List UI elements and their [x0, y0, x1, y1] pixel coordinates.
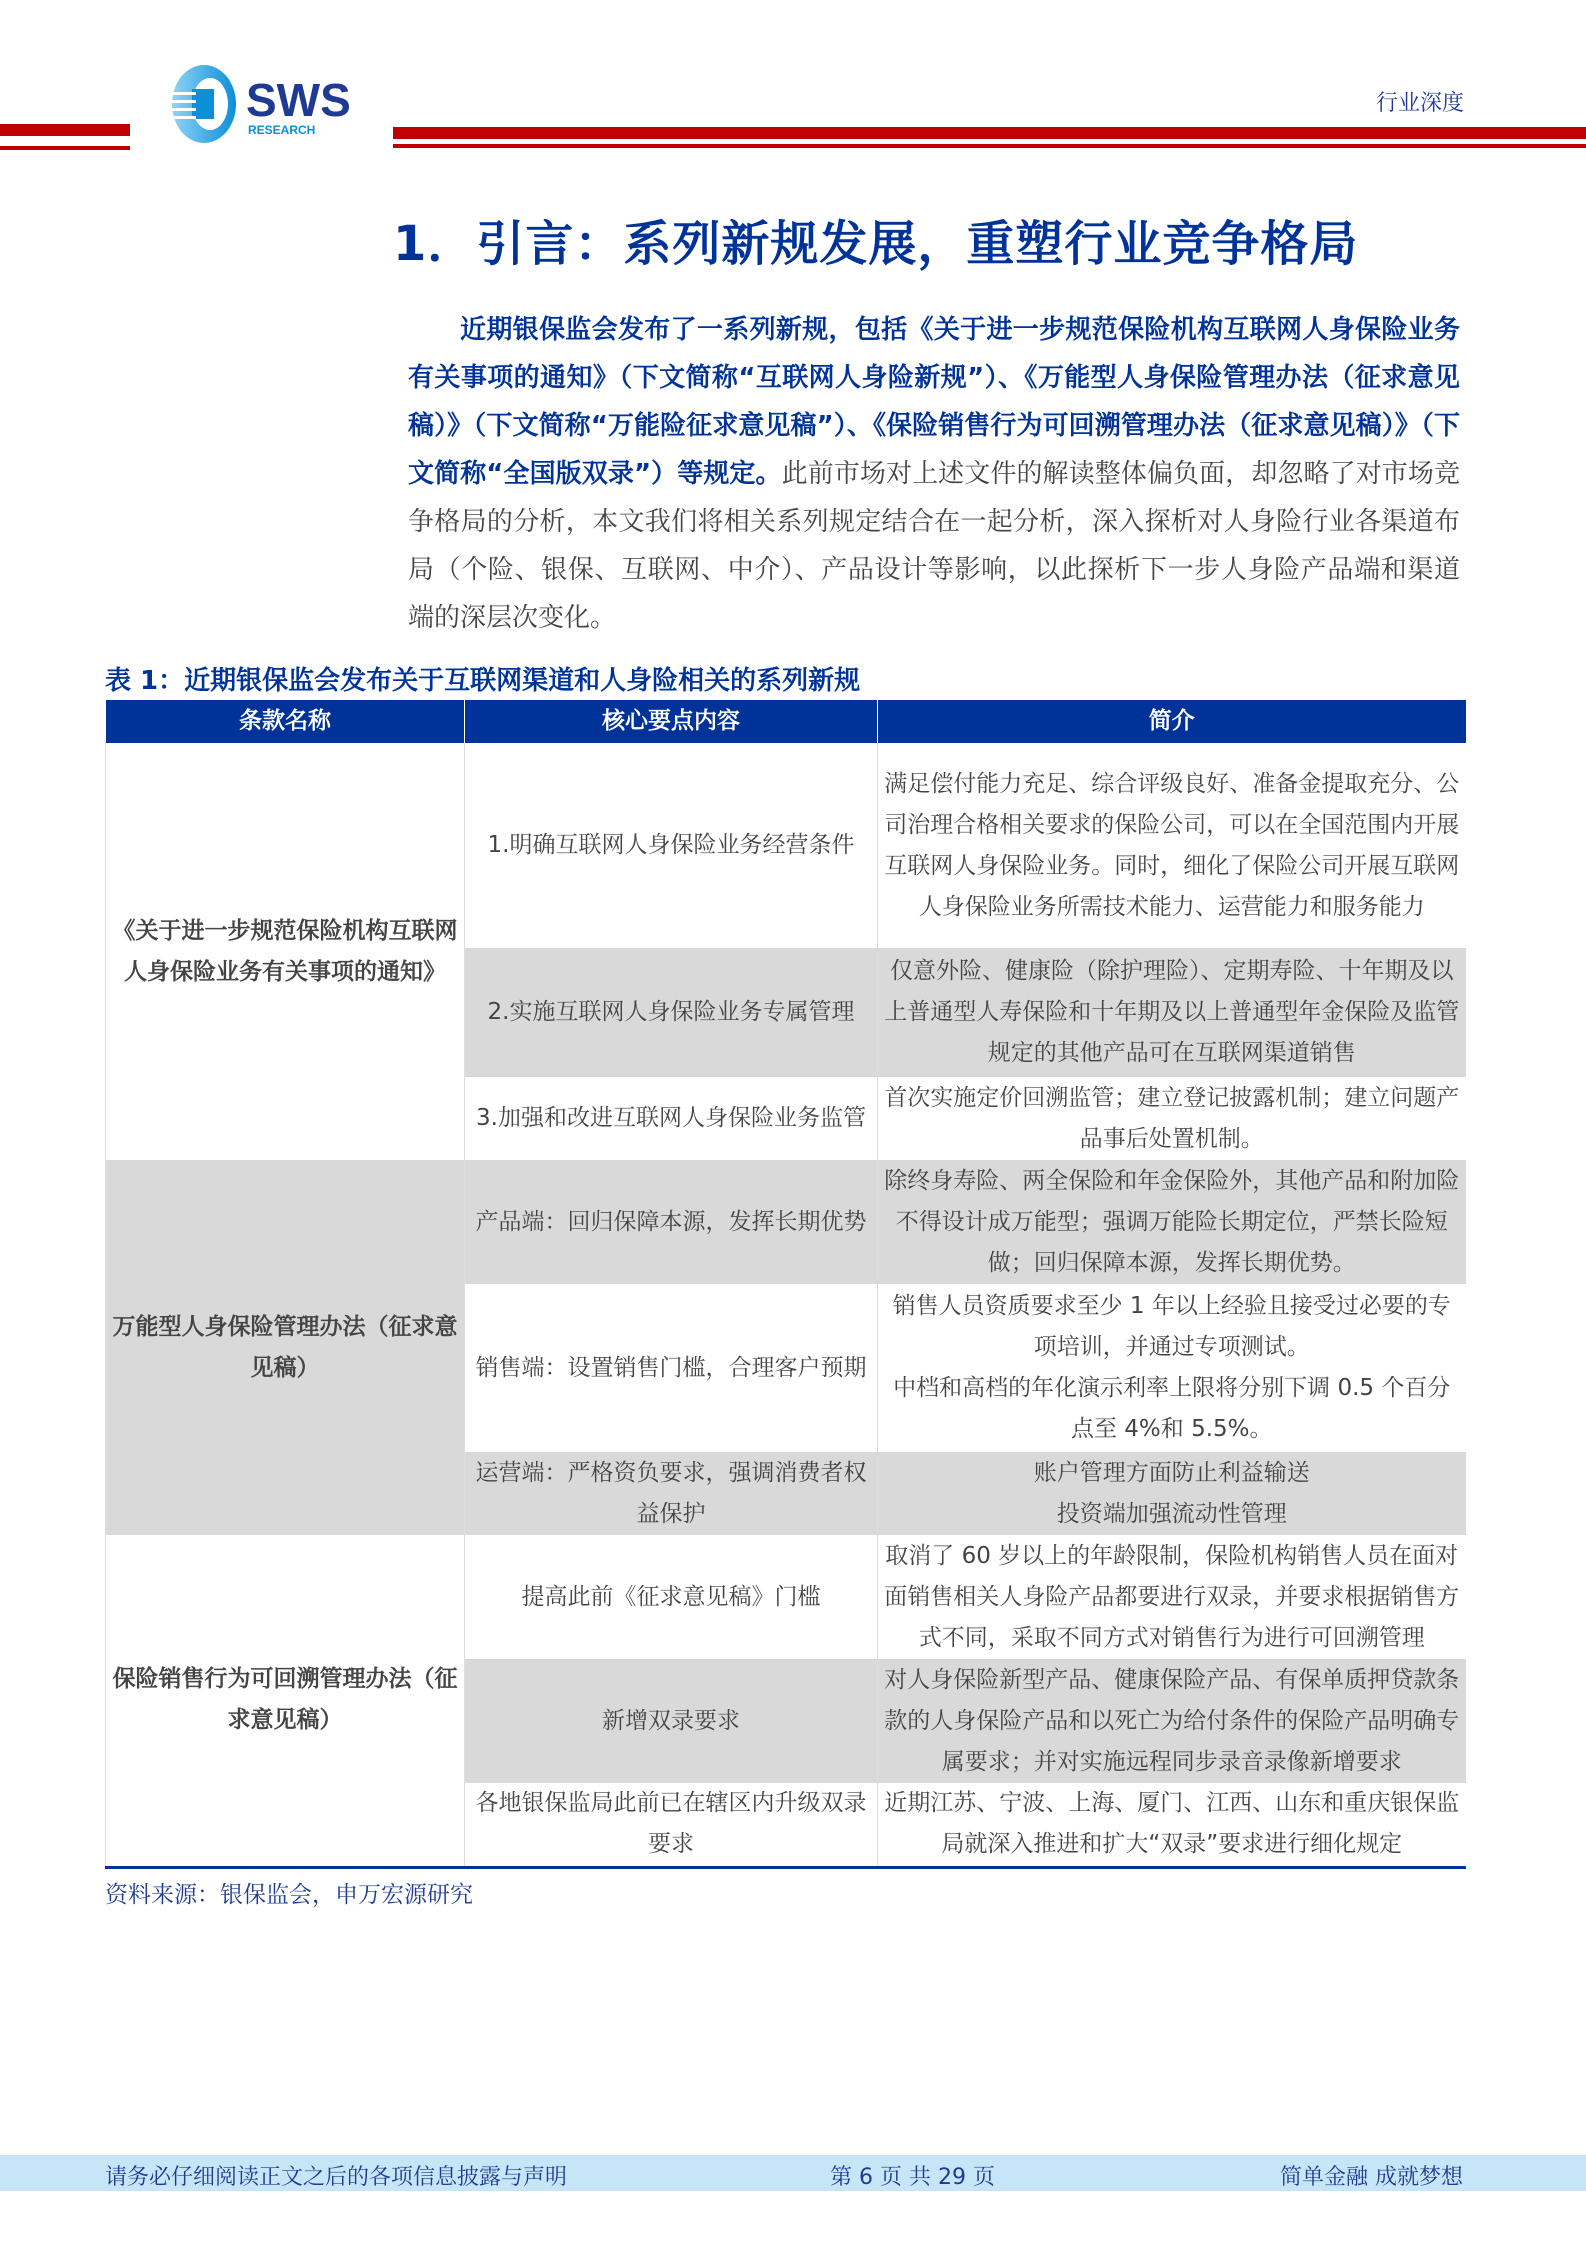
- key-point: 2.实施互联网人身保险业务专属管理: [465, 948, 878, 1077]
- summary-line: 账户管理方面防止利益输送: [1033, 1459, 1310, 1486]
- summary: [878, 1452, 1466, 1535]
- regulation-name: 万能型人身保险管理办法（征求意见稿）: [106, 1160, 465, 1535]
- header-bar-right-thin: [393, 144, 1586, 148]
- intro-body: 此前市场对上述文件的解读整体偏负面，却忽略了对市场竞争格局的分析，本文我们将相关系列规定结合在一起分析，深入探析对人身险行业各渠道布局（个险、银保、互联网、中介）、产品设计等影响，以此探析下一步人身险产品端和渠道端的深层次变化。: [408, 459, 1460, 633]
- logo-subtext: RESEARCH: [248, 123, 316, 137]
- regulation-name: 保险销售行为可回溯管理办法（征求意见稿）: [106, 1535, 465, 1867]
- logo-text: SWS: [246, 74, 351, 126]
- header-bar-right-thick: [393, 127, 1586, 139]
- summary: 取消了 60 岁以上的年龄限制，保险机构销售人员在面对面销售相关人身险产品都要进行双录，并要求根据销售方式不同，采取不同方式对销售行为进行可回溯管理: [878, 1535, 1466, 1659]
- key-point: 3.加强和改进互联网人身保险业务监管: [465, 1077, 878, 1160]
- header-bar-left-thick: [0, 124, 130, 136]
- table-row: [106, 1160, 1466, 1284]
- table-row: [106, 743, 1466, 948]
- sws-logo-icon: [164, 64, 374, 144]
- table-source: 资料来源：银保监会，申万宏源研究: [105, 1882, 473, 1908]
- key-point: 运营端：严格资负要求，强调消费者权益保护: [465, 1452, 878, 1535]
- intro-paragraph: [408, 306, 1460, 642]
- table-caption: 表 1：近期银保监会发布关于互联网渠道和人身险相关的系列新规: [105, 666, 861, 696]
- header-bar-left-thin: [0, 146, 130, 150]
- report-type-label: 行业深度: [1375, 91, 1464, 116]
- sws-logo: [164, 64, 374, 144]
- summary-line: 中档和高档的年化演示利率上限将分别下调 0.5 个百分点至 4%和 5.5%。: [893, 1375, 1451, 1442]
- summary: 仅意外险、健康险（除护理险）、定期寿险、十年期及以上普通型人寿保险和十年期及以上普通型年金保险及监管规定的其他产品可在互联网渠道销售: [878, 948, 1466, 1077]
- summary: 满足偿付能力充足、综合评级良好、准备金提取充分、公司治理合格相关要求的保险公司，可以在全国范围内开展互联网人身保险业务。同时，细化了保险公司开展互联网人身保险业务所需技术能力、运营能力和服务能力: [878, 743, 1466, 948]
- key-point: 产品端：回归保障本源，发挥长期优势: [465, 1160, 878, 1284]
- key-point: 1.明确互联网人身保险业务经营条件: [465, 743, 878, 948]
- table-row: [106, 1535, 1466, 1659]
- key-point: 各地银保监局此前已在辖区内升级双录要求: [465, 1783, 878, 1867]
- footer-page-info: 第 6 页 共 29 页: [830, 2165, 995, 2190]
- summary: [878, 1284, 1466, 1452]
- key-point: 销售端：设置销售门槛，合理客户预期: [465, 1284, 878, 1452]
- summary: 除终身寿险、两全保险和年金保险外，其他产品和附加险不得设计成万能型；强调万能险长期定位，严禁长险短做；回归保障本源，发挥长期优势。: [878, 1160, 1466, 1284]
- intro-highlight: 近期银保监会发布了一系列新规，包括《关于进一步规范保险机构互联网人身保险业务有关事项的通知》（下文简称“互联网人身险新规”）、《万能型人身保险管理办法（征求意见稿）》（下文简称“万能险征求意见稿”）、《保险销售行为可回溯管理办法（征求意见稿）》（下文简称“全国版双录”）等规定。: [408, 315, 1460, 489]
- column-header: 核心要点内容: [465, 700, 878, 743]
- summary-line: 投资端加强流动性管理: [1056, 1500, 1287, 1527]
- regulation-name: 《关于进一步规范保险机构互联网人身保险业务有关事项的通知》: [106, 743, 465, 1160]
- summary: 首次实施定价回溯监管；建立登记披露机制；建立问题产品事后处置机制。: [878, 1077, 1466, 1160]
- page-footer: [0, 2155, 1586, 2191]
- summary: 近期江苏、宁波、上海、厦门、江西、山东和重庆银保监局就深入推进和扩大“双录”要求进行细化规定: [878, 1783, 1466, 1867]
- regulations-table: [105, 700, 1466, 1869]
- footer-slogan: 简单金融 成就梦想: [1280, 2165, 1463, 2190]
- column-header: 条款名称: [106, 700, 465, 743]
- column-header: 简介: [878, 700, 1466, 743]
- key-point: 新增双录要求: [465, 1659, 878, 1783]
- summary-line: 销售人员资质要求至少 1 年以上经验且接受过必要的专项培训，并通过专项测试。: [892, 1293, 1451, 1360]
- footer-disclaimer: 请务必仔细阅读正文之后的各项信息披露与声明: [105, 2165, 568, 2190]
- key-point: 提高此前《征求意见稿》门槛: [465, 1535, 878, 1659]
- table-header-row: [106, 700, 1466, 743]
- section-title: 1．引言：系列新规发展，重塑行业竞争格局: [393, 216, 1359, 272]
- summary: 对人身保险新型产品、健康保险产品、有保单质押贷款条款的人身保险产品和以死亡为给付条件的保险产品明确专属要求；并对实施远程同步录音录像新增要求: [878, 1659, 1466, 1783]
